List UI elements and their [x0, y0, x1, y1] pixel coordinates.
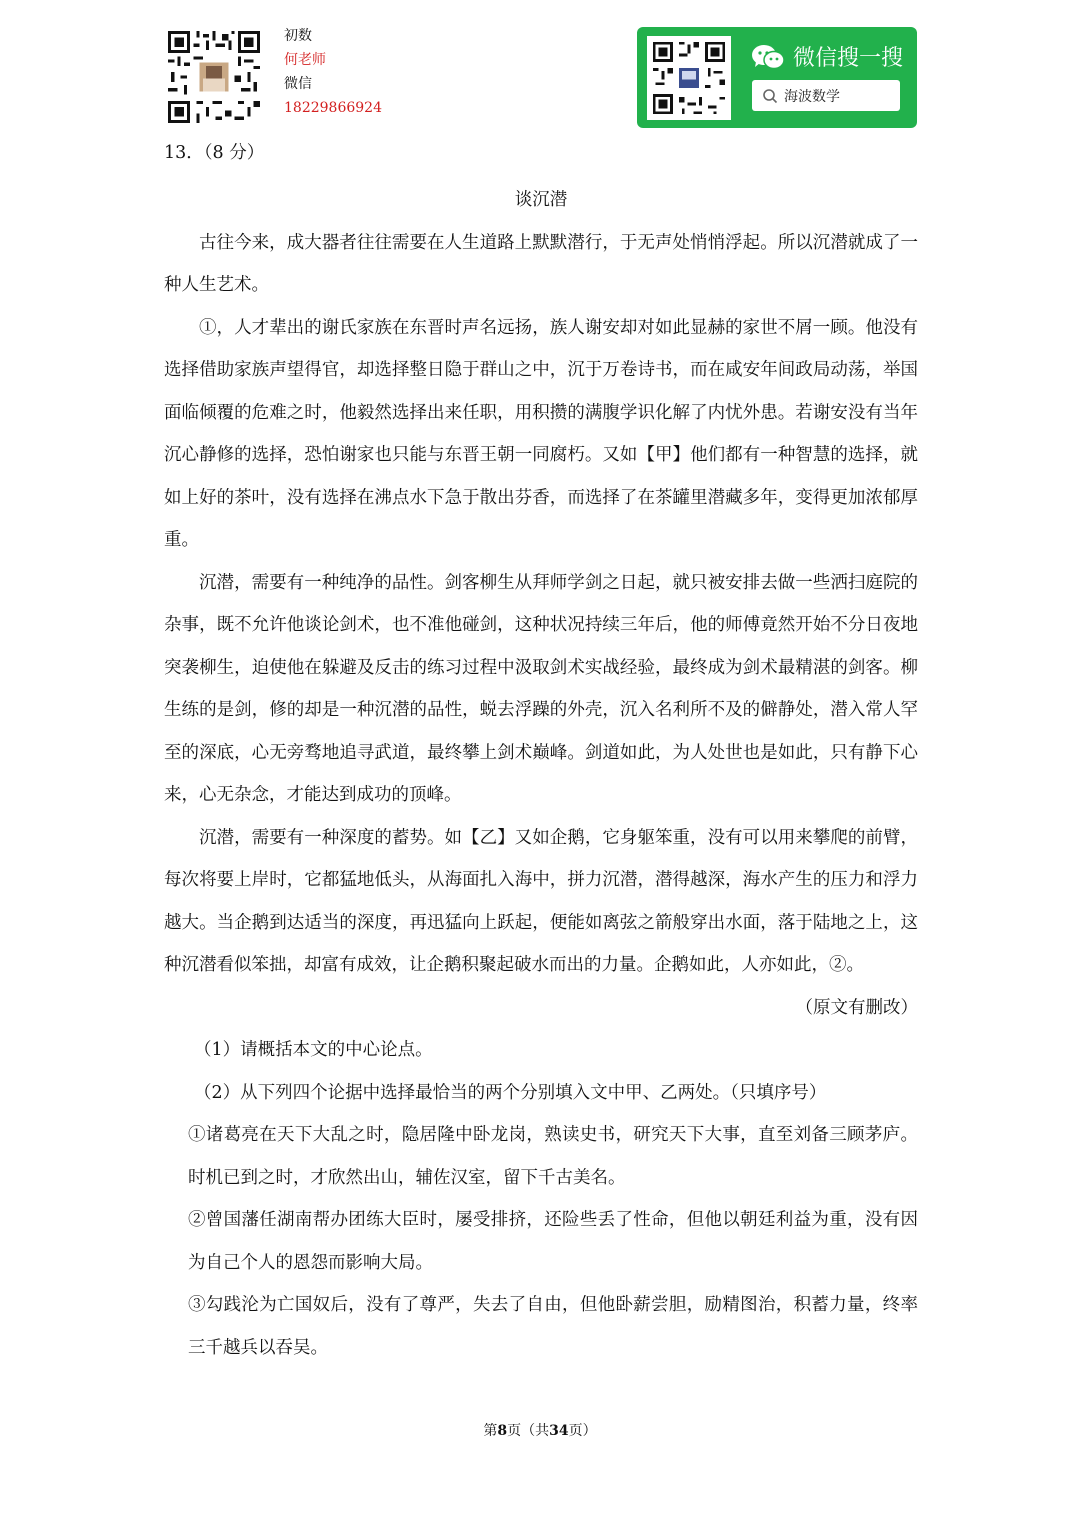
teacher-info — [284, 24, 382, 120]
wechat-search-label: 微信搜一搜 — [793, 46, 904, 71]
wechat-search-card — [637, 27, 917, 128]
question-number: 13．（8 分） — [164, 143, 265, 163]
article-paragraph: 古往今来，成大器者往往需要在人生道路上默默潜行，于无声处悄悄浮起。所以沉潜就成了一种人生艺术。 — [164, 232, 918, 295]
header-phone: 18229866924 — [284, 100, 382, 116]
article-title: 谈沉潜 — [514, 190, 568, 210]
source-note: （原文有删改） — [795, 997, 918, 1018]
qr-code-right — [647, 36, 731, 120]
article-paragraph: ①，人才辈出的谢氏家族在东晋时声名远扬，族人谢安却对如此显赫的家世不屑一顾。他没有选择借助家族声望得官，却选择整日隐于群山之中，沉于万卷诗书，而在咸安年间政局动荡，举国面临倾覆的危难之时，他毅然选择出来任职，用积攒的满腹学识化解了内忧外患。若谢安没有当年沉心静修的选择，恐怕谢家也只能与东晋王朝一同腐朽。又如【甲】他们都有一种智慧的选择，就如上好的茶叶，没有选择在沸点水下急于散出芬香，而选择了在茶罐里潜藏多年，变得更加浓郁厚重。 — [164, 317, 918, 550]
option-item: ①诸葛亮在天下大乱之时，隐居隆中卧龙岗，熟读史书，研究天下大事，直至刘备三顾茅庐。时机已到之时，才欣然出山，辅佐汉室，留下千古美名。 — [188, 1125, 918, 1188]
footer-total-pages: 34 — [549, 1423, 569, 1439]
search-icon — [762, 88, 778, 104]
wechat-search-text: 海波数学 — [784, 88, 840, 105]
footer-page-number: 8 — [497, 1423, 508, 1439]
option-item: ③勾践沦为亡国奴后，没有了尊严，失去了自由，但他卧薪尝胆，励精图治，积蓄力量，终率三千越兵以吞吴。 — [188, 1295, 918, 1358]
sub-question-1: （1）请概括本文的中心论点。 — [194, 1040, 433, 1060]
footer-prefix: 第 — [483, 1423, 498, 1439]
wechat-logo-icon — [751, 44, 785, 70]
page-footer — [0, 1420, 1080, 1440]
footer-suffix: 页） — [568, 1423, 597, 1439]
qr-code-left — [168, 31, 260, 123]
footer-mid: 页（共 — [507, 1423, 550, 1439]
article-paragraph: 沉潜，需要有一种深度的蓄势。如【乙】又如企鹅，它身躯笨重，没有可以用来攀爬的前臂，每次将要上岸时，它都猛地低头，从海面扎入海中，拼力沉潜，潜得越深，海水产生的压力和浮力越大。当企鹅到达适当的深度，再迅猛向上跃起，便能如离弦之箭般穿出水面，落于陆地之上，这种沉潜看似笨拙，却富有成效，让企鹅积聚起破水而出的力量。企鹅如此，人亦如此，②。 — [164, 827, 918, 975]
header-line-2: 何老师 — [284, 52, 326, 68]
header-line-1: 初数 — [284, 28, 312, 44]
wechat-search-box[interactable] — [752, 80, 900, 111]
sub-question-2: （2）从下列四个论据中选择最恰当的两个分别填入文中甲、乙两处。（只填序号） — [194, 1082, 827, 1103]
article-paragraph: 沉潜，需要有一种纯净的品性。剑客柳生从拜师学剑之日起，就只被安排去做一些洒扫庭院的杂事，既不允许他谈论剑术，也不准他碰剑，这种状况持续三年后，他的师傅竟然开始不分日夜地突袭柳生，迫使他在躲避及反击的练习过程中汲取剑术实战经验，最终成为剑术最精湛的剑客。柳生练的是剑，修的却是一种沉潜的品性，蜕去浮躁的外壳，沉入名利所不及的僻静处，潜入常人罕至的深底，心无旁骛地追寻武道，最终攀上剑术巅峰。剑道如此，为人处世也是如此，只有静下心来，心无杂念，才能达到成功的顶峰。 — [164, 572, 918, 805]
wechat-search-title — [751, 41, 903, 72]
header-line-3: 微信 — [284, 76, 312, 92]
option-item: ②曾国藩任湖南帮办团练大臣时，屡受排挤，还险些丢了性命，但他以朝廷利益为重，没有因为自己个人的恩怨而影响大局。 — [188, 1210, 918, 1273]
question-content — [164, 139, 918, 1369]
